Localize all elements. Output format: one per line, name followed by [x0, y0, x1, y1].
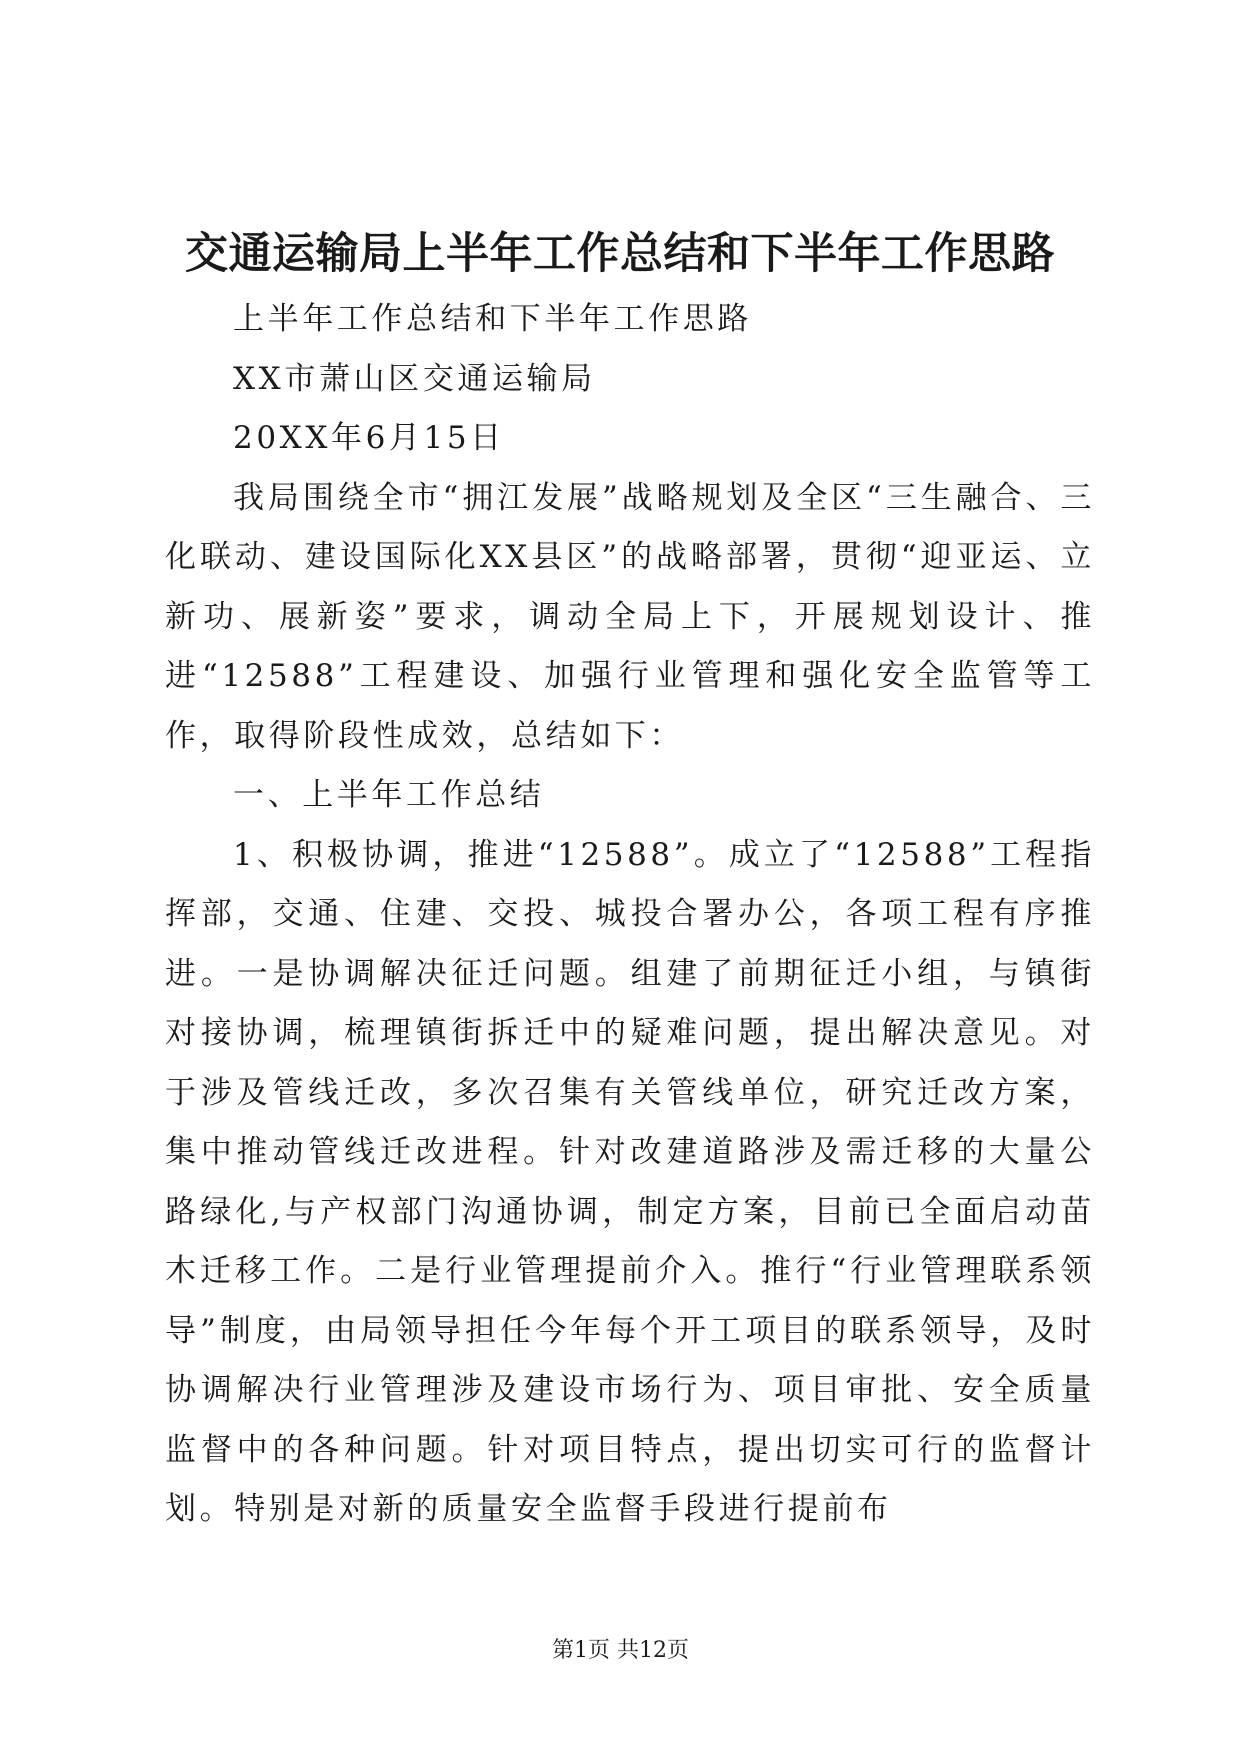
- body-paragraph-1: 1、积极协调，推进“12588”。成立了“12588”工程指挥部，交通、住建、交投、城投合署办公，各项工程有序推进。一是协调解决征迁问题。组建了前期征迁小组，与镇街对接协调，梳理镇街拆迁中的疑难问题，提出解决意见。对于涉及管线迁改，多次召集有关管线单位，研究迁改方案，集中推动管线迁改进程。针对改建道路涉及需迁移的大量公路绿化,与产权部门沟通协调，制定方案，目前已全面启动苗木迁移工作。二是行业管理提前介入。推行“行业管理联系领导”制度，由局领导担任今年每个开工项目的联系领导，及时协调解决行业管理涉及建设市场行为、项目审批、安全质量监督中的各种问题。针对项目特点，提出切实可行的监督计划。特别是对新的质量安全监督手段进行提前布: [165, 836, 1095, 1527]
- section-heading: 一、上半年工作总结: [233, 777, 545, 813]
- document-organization: XX市萧山区交通运输局: [233, 360, 596, 397]
- document-body: [165, 290, 1095, 1540]
- document-subtitle: 上半年工作总结和下半年工作思路: [233, 301, 752, 337]
- page-number: 第1页 共12页: [552, 1638, 689, 1663]
- document-title: 交通运输局上半年工作总结和下半年工作思路: [185, 229, 1055, 279]
- body-paragraph-intro: 我局围绕全市“拥江发展”战略规划及全区“三生融合、三化联动、建设国际化XX县区”的战略部署，贯彻“迎亚运、立新功、展新姿”要求，调动全局上下，开展规划设计、推进“12588”工程建设、加强行业管理和强化安全监管等工作，取得阶段性成效，总结如下：: [165, 479, 1095, 754]
- document-date: 20XX年6月15日: [233, 420, 505, 456]
